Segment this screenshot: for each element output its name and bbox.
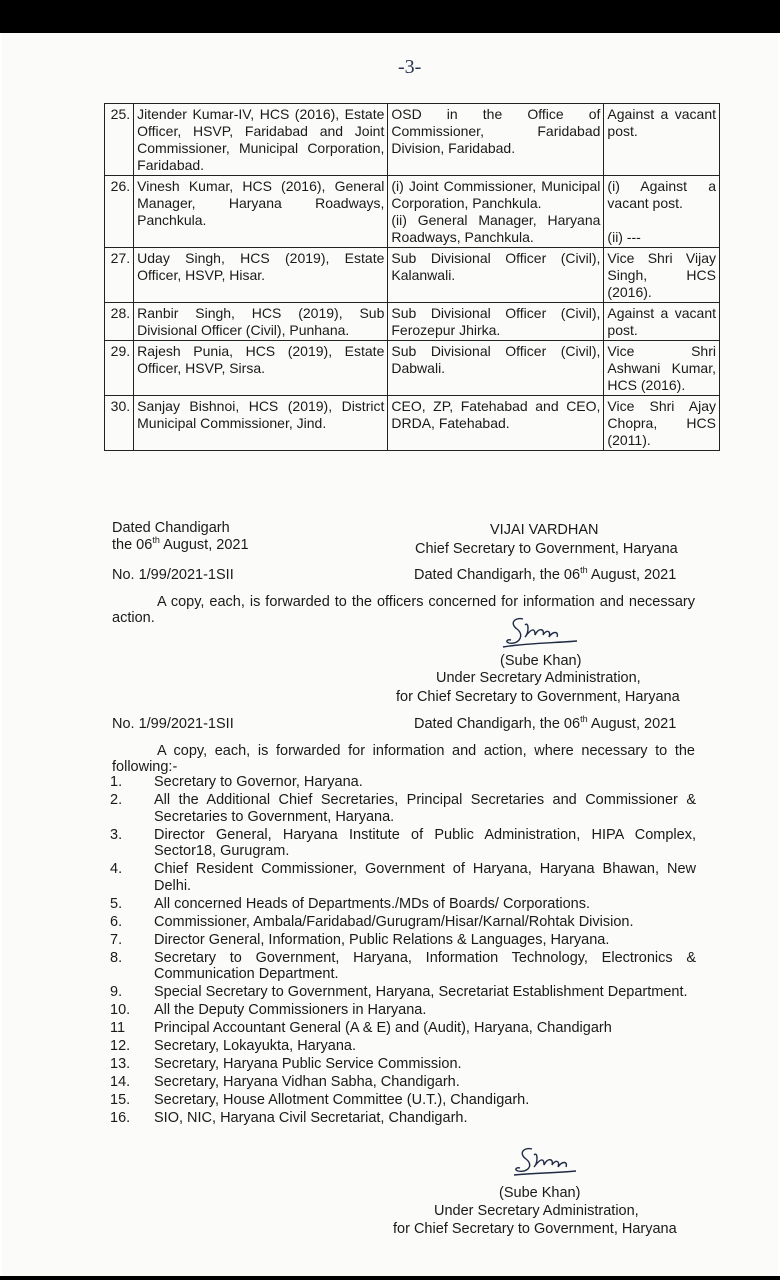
top-black-bar bbox=[0, 0, 780, 33]
list-item: 10. All the Deputy Commissioners in Haryana. bbox=[110, 1002, 427, 1018]
list-item: 6. Commissioner, Ambala/Faridabad/Gurugram/Hisar/Karnal/Rohtak Division. bbox=[110, 913, 634, 930]
dated-place: Dated Chandigarh bbox=[112, 520, 230, 536]
remarks-cell: Against a vacant post. bbox=[604, 303, 720, 341]
signer-name: (Sube Khan) bbox=[500, 653, 582, 669]
signer-title: Under Secretary Administration, bbox=[436, 670, 641, 686]
posting-orders-table bbox=[104, 103, 720, 451]
new-posting-cell: CEO, ZP, Fatehabad and CEO, DRDA, Fatehabad. bbox=[388, 396, 604, 451]
endorsement-text: A copy, each, is forwarded for information and action, where necessary to the following:- bbox=[112, 743, 695, 775]
table-row bbox=[105, 303, 720, 341]
list-item: 7. Director General, Information, Public Relations & Languages, Haryana. bbox=[110, 931, 610, 948]
new-posting-cell: Sub Divisional Officer (Civil), Kalanwali. bbox=[388, 248, 604, 303]
officer-cell: Uday Singh, HCS (2019), Estate Officer, HSVP, Hisar. bbox=[134, 248, 388, 303]
endorsement-number: No. 1/99/2021-1SII bbox=[112, 567, 234, 583]
dated-day: the 06th August, 2021 bbox=[112, 535, 249, 553]
remarks-cell: Vice Shri Ajay Chopra, HCS (2011). bbox=[604, 396, 720, 451]
list-item: 16. SIO, NIC, Haryana Civil Secretariat, Chandigarh. bbox=[110, 1110, 468, 1126]
new-posting-cell: Sub Divisional Officer (Civil), Dabwali. bbox=[388, 341, 604, 396]
serial-number: 25. bbox=[105, 104, 134, 176]
signer-for: for Chief Secretary to Government, Haryana bbox=[393, 1221, 677, 1237]
remark-line: (ii) --- bbox=[607, 229, 641, 245]
table-row bbox=[105, 104, 720, 176]
serial-number: 30. bbox=[105, 396, 134, 451]
serial-number: 29. bbox=[105, 341, 134, 396]
table-row bbox=[105, 176, 720, 248]
remark-line: (i) Against a vacant post. bbox=[607, 178, 716, 211]
remarks-cell: Vice Shri Vijay Singh, HCS (2016). bbox=[604, 248, 720, 303]
signatory-title: Chief Secretary to Government, Haryana bbox=[415, 541, 678, 557]
list-item: 12. Secretary, Lokayukta, Haryana. bbox=[110, 1038, 357, 1054]
list-item: 13. Secretary, Haryana Public Service Commission. bbox=[110, 1056, 462, 1072]
serial-number: 27. bbox=[105, 248, 134, 303]
new-posting-cell bbox=[388, 176, 604, 248]
list-item: 14. Secretary, Haryana Vidhan Sabha, Chandigarh. bbox=[110, 1074, 460, 1090]
officer-cell: Rajesh Punia, HCS (2019), Estate Officer, HSVP, Sirsa. bbox=[134, 341, 388, 396]
officer-cell: Ranbir Singh, HCS (2019), Sub Divisional Officer (Civil), Punhana. bbox=[134, 303, 388, 341]
signer-title: Under Secretary Administration, bbox=[434, 1203, 639, 1219]
list-item: 2. All the Additional Chief Secretaries, Principal Secretaries and Commissioner & Secretaries to Government, Haryana. bbox=[110, 792, 696, 825]
endorsement-date: Dated Chandigarh, the 06th August, 2021 bbox=[414, 714, 677, 732]
posting-line: (i) Joint Commissioner, Municipal Corporation, Panchkula. bbox=[391, 178, 601, 211]
serial-number: 26. bbox=[105, 176, 134, 248]
signature-sube-khan bbox=[508, 1143, 583, 1183]
page-number: -3- bbox=[398, 56, 422, 78]
bottom-black-bar bbox=[0, 1276, 780, 1280]
new-posting-cell: OSD in the Office of Commissioner, Faridabad Division, Faridabad. bbox=[388, 104, 604, 176]
endorsement-number: No. 1/99/2021-1SII bbox=[112, 716, 234, 732]
officer-cell: Vinesh Kumar, HCS (2016), General Manager, Haryana Roadways, Panchkula. bbox=[134, 176, 388, 248]
list-item: 15. Secretary, House Allotment Committee (U.T.), Chandigarh. bbox=[110, 1092, 530, 1108]
endorsement-text: A copy, each, is forwarded to the officers concerned for information and necessary action. bbox=[112, 594, 695, 626]
table-row bbox=[105, 396, 720, 451]
list-item: 1. Secretary to Governor, Haryana. bbox=[110, 774, 363, 790]
list-item: 8. Secretary to Government, Haryana, Information Technology, Electronics & Communication Department. bbox=[110, 949, 696, 982]
serial-number: 28. bbox=[105, 303, 134, 341]
remarks-cell bbox=[604, 176, 720, 248]
signer-for: for Chief Secretary to Government, Haryana bbox=[396, 689, 680, 705]
remarks-cell: Against a vacant post. bbox=[604, 104, 720, 176]
list-item: 11 Principal Accountant General (A & E) and (Audit), Haryana, Chandigarh bbox=[110, 1020, 612, 1036]
remarks-cell: Vice Shri Ashwani Kumar, HCS (2016). bbox=[604, 341, 720, 396]
table-row bbox=[105, 248, 720, 303]
distribution-list bbox=[110, 774, 696, 1128]
signatory-name: VIJAI VARDHAN bbox=[490, 522, 599, 538]
new-posting-cell: Sub Divisional Officer (Civil), Ferozepur Jhirka. bbox=[388, 303, 604, 341]
table-row bbox=[105, 341, 720, 396]
officer-cell: Sanjay Bishnoi, HCS (2019), District Municipal Commissioner, Jind. bbox=[134, 396, 388, 451]
list-item: 5. All concerned Heads of Departments./MDs of Boards/ Corporations. bbox=[110, 895, 591, 912]
endorsement-date: Dated Chandigarh, the 06th August, 2021 bbox=[414, 565, 677, 583]
list-item: 3. Director General, Haryana Institute of Public Administration, HIPA Complex, Sector18, Gurugram. bbox=[110, 826, 696, 859]
list-item: 9. Special Secretary to Government, Haryana, Secretariat Establishment Department. bbox=[110, 984, 688, 1000]
officer-cell: Jitender Kumar-IV, HCS (2016), Estate Officer, HSVP, Faridabad and Joint Commissioner, Municipal Corporation, Faridabad. bbox=[134, 104, 388, 176]
posting-line: (ii) General Manager, Haryana Roadways, Panchkula. bbox=[391, 212, 601, 245]
list-item: 4. Chief Resident Commissioner, Government of Haryana, Haryana Bhawan, New Delhi. bbox=[110, 861, 696, 894]
signature-sube-khan bbox=[495, 613, 585, 653]
signer-name: (Sube Khan) bbox=[499, 1185, 581, 1201]
